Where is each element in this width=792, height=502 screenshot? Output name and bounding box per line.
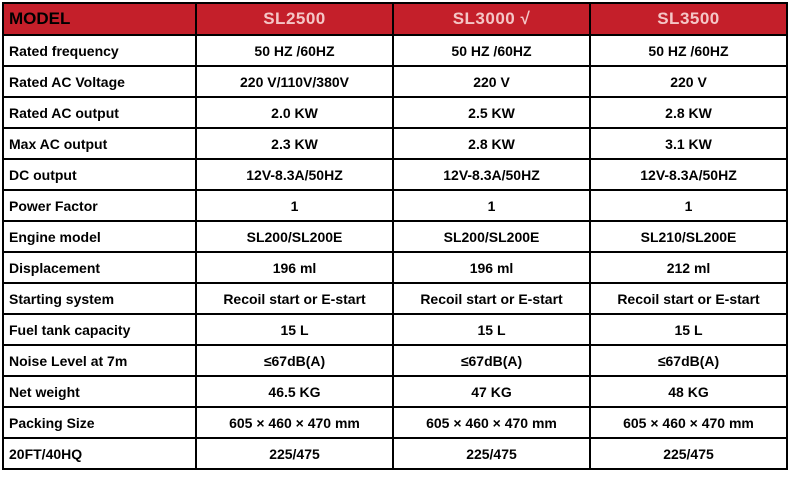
row-label: Fuel tank capacity [3,314,196,345]
row-value: 196 ml [393,252,590,283]
header-row [3,3,787,35]
row-value: 47 KG [393,376,590,407]
row-label: Packing Size [3,407,196,438]
table-row [3,376,787,407]
table-row [3,345,787,376]
table-row [3,97,787,128]
row-value: 1 [590,190,787,221]
row-value: 15 L [393,314,590,345]
row-value: 225/475 [590,438,787,469]
table-row [3,159,787,190]
row-value: 2.8 KW [590,97,787,128]
table-row [3,221,787,252]
table-row [3,407,787,438]
row-value: 2.8 KW [393,128,590,159]
row-value: 12V-8.3A/50HZ [590,159,787,190]
row-value: 46.5 KG [196,376,393,407]
row-value: 220 V [393,66,590,97]
table-row [3,128,787,159]
row-label: DC output [3,159,196,190]
table-row [3,35,787,66]
row-value: 50 HZ /60HZ [393,35,590,66]
row-label: Rated frequency [3,35,196,66]
row-value: 48 KG [590,376,787,407]
row-value: 3.1 KW [590,128,787,159]
row-label: Net weight [3,376,196,407]
row-value: 220 V/110V/380V [196,66,393,97]
row-value: 225/475 [393,438,590,469]
row-value: 212 ml [590,252,787,283]
row-value: 2.0 KW [196,97,393,128]
row-label: Max AC output [3,128,196,159]
row-label: Power Factor [3,190,196,221]
row-value: ≤67dB(A) [196,345,393,376]
row-value: SL200/SL200E [393,221,590,252]
row-value: Recoil start or E-start [590,283,787,314]
row-value: 225/475 [196,438,393,469]
row-value: 196 ml [196,252,393,283]
row-label: 20FT/40HQ [3,438,196,469]
model-header-sl2500: SL2500 [196,3,393,35]
model-header-sl3000: SL3000 √ [393,3,590,35]
table-row [3,283,787,314]
model-header-sl3500: SL3500 [590,3,787,35]
row-value: 220 V [590,66,787,97]
table-row [3,314,787,345]
row-value: 605 × 460 × 470 mm [196,407,393,438]
row-value: 15 L [196,314,393,345]
row-label: Engine model [3,221,196,252]
row-label: Rated AC Voltage [3,66,196,97]
row-label: Rated AC output [3,97,196,128]
row-value: 50 HZ /60HZ [590,35,787,66]
row-value: ≤67dB(A) [590,345,787,376]
row-value: 1 [393,190,590,221]
model-header-label: MODEL [3,3,196,35]
row-value: 2.3 KW [196,128,393,159]
row-value: 605 × 460 × 470 mm [590,407,787,438]
row-value: 50 HZ /60HZ [196,35,393,66]
row-label: Starting system [3,283,196,314]
row-value: Recoil start or E-start [393,283,590,314]
row-value: ≤67dB(A) [393,345,590,376]
table-row [3,438,787,469]
spec-table [2,2,788,470]
row-value: 1 [196,190,393,221]
table-row [3,190,787,221]
row-value: SL200/SL200E [196,221,393,252]
table-row [3,66,787,97]
row-value: 2.5 KW [393,97,590,128]
row-value: Recoil start or E-start [196,283,393,314]
row-value: 12V-8.3A/50HZ [196,159,393,190]
row-label: Displacement [3,252,196,283]
row-value: 605 × 460 × 470 mm [393,407,590,438]
row-value: 15 L [590,314,787,345]
spec-table-body [3,35,787,469]
row-label: Noise Level at 7m [3,345,196,376]
row-value: SL210/SL200E [590,221,787,252]
table-row [3,252,787,283]
row-value: 12V-8.3A/50HZ [393,159,590,190]
